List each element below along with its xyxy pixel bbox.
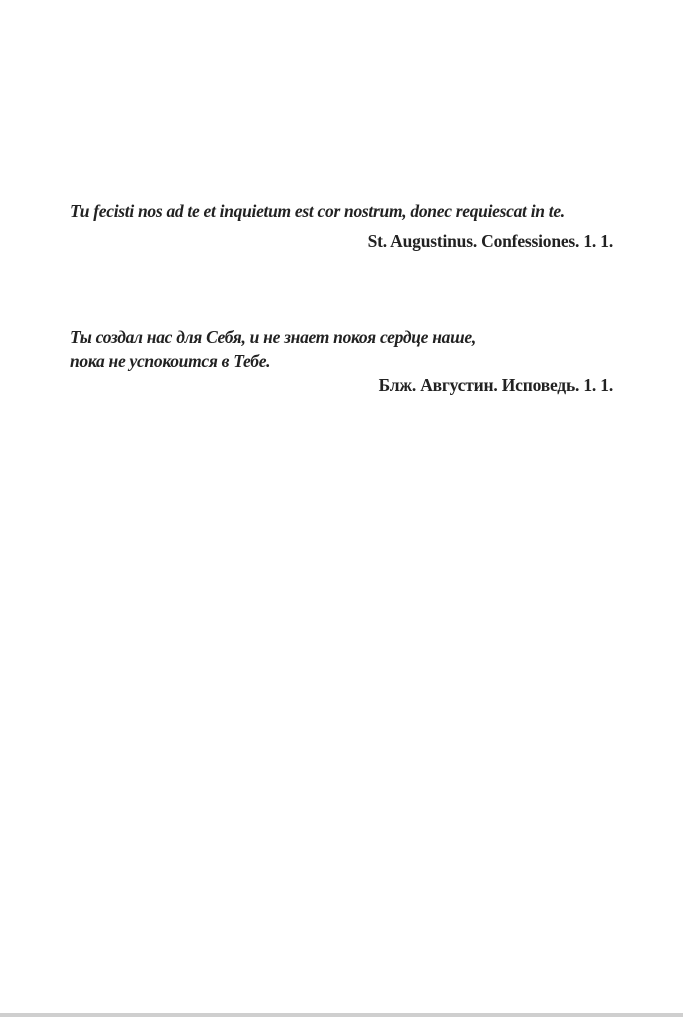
latin-attribution: St. Augustinus. Confessiones. 1. 1. bbox=[367, 231, 613, 251]
russian-attribution: Блж. Августин. Исповедь. 1. 1. bbox=[378, 375, 613, 395]
bottom-edge-rule bbox=[0, 1013, 683, 1017]
russian-quote-line-2: пока не успокоится в Тебе. bbox=[70, 351, 271, 371]
russian-quote-line-1: Ты создал нас для Себя, и не знает покоя сердце наше, bbox=[70, 327, 476, 347]
epigraph-latin bbox=[70, 199, 613, 253]
epigraph-russian bbox=[70, 325, 613, 397]
latin-quote: Tu fecisti nos ad te et inquietum est cor nostrum, donec requiescat in te. bbox=[70, 201, 565, 221]
